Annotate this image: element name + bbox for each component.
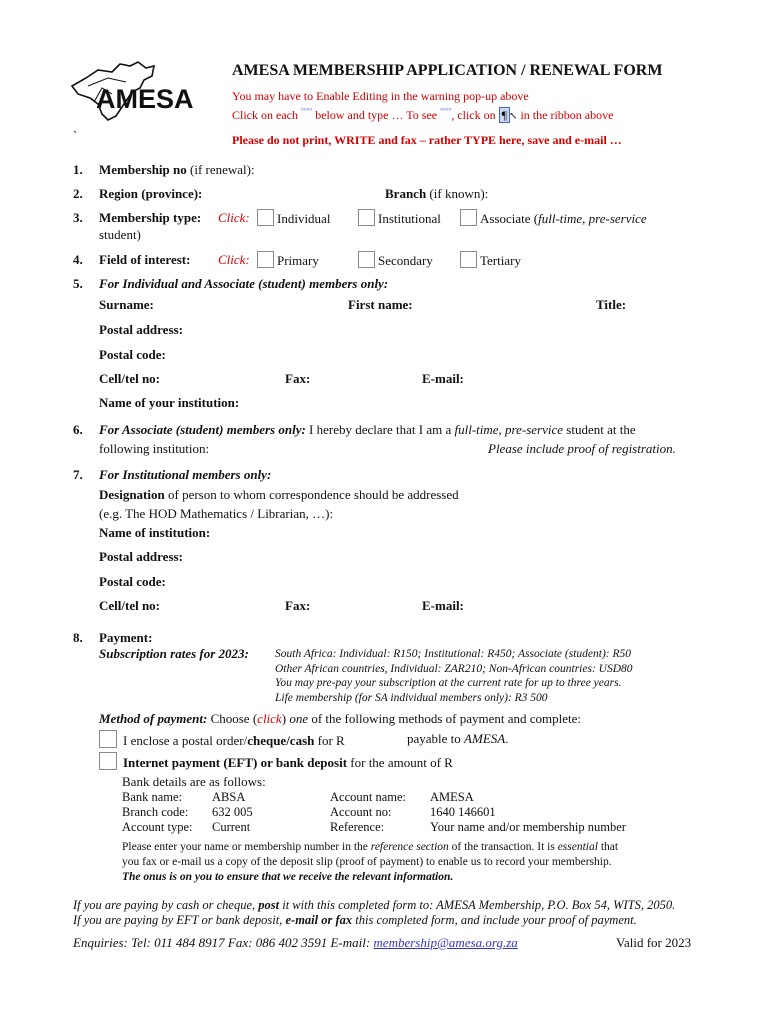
q7-heading: For Institutional members only: — [99, 467, 272, 482]
enquiries: Enquiries: Tel: 011 484 8917 Fax: 086 402 3591 E-mail: membership@amesa.org.za — [73, 935, 518, 950]
option-secondary[interactable]: Secondary — [358, 251, 433, 269]
inst-name-field[interactable]: Name of institution: — [99, 525, 211, 540]
q4-number: 4. — [73, 252, 83, 267]
valid-year: Valid for 2023 — [616, 935, 692, 950]
inst-email-field[interactable]: E-mail: — [422, 598, 464, 613]
q6-declaration: For Associate (student) members only: I hereby declare that I am a full-time, pre-service student at the — [99, 422, 636, 437]
primary-checkbox[interactable] — [257, 251, 274, 268]
q5-heading: For Individual and Associate (student) members only: — [99, 276, 389, 291]
rate-line: You may pre-pay your subscription at the current rate for up to three years. — [275, 677, 622, 689]
option-institutional[interactable]: Institutional — [358, 209, 441, 227]
rate-line: South Africa: Individual: R150; Institutional: R450; Associate (student): R50 — [275, 648, 632, 660]
footer-eft: If you are paying by EFT or bank deposit, e-mail or fax this completed form, and include your proof of payment. — [73, 913, 637, 927]
bank-row: Branch code: 632 005 Account no: 1640 146601 — [122, 805, 496, 819]
inst-fax-field[interactable]: Fax: — [285, 598, 311, 613]
institution-field[interactable]: Name of your institution: — [99, 395, 240, 410]
rates-label: Subscription rates for 2023: — [99, 646, 249, 661]
field-marker-icon: °°°° — [300, 107, 313, 115]
payment-option-eft[interactable]: Internet payment (EFT) or bank deposit for the amount of R — [99, 752, 453, 771]
form-title: AMESA MEMBERSHIP APPLICATION / RENEWAL FORM — [232, 62, 663, 79]
region-field[interactable]: Region (province): — [99, 186, 203, 201]
designation-field[interactable]: Designation of person to whom correspondence should be addressed — [99, 487, 459, 502]
enable-editing-note: You may have to Enable Editing in the warning pop-up above — [232, 89, 529, 103]
inst-postal-code-field[interactable]: Postal code: — [99, 574, 166, 589]
designation-example: (e.g. The HOD Mathematics / Librarian, …): — [99, 506, 334, 521]
q3-number: 3. — [73, 210, 83, 225]
field-of-interest-label: Field of interest: — [99, 252, 191, 267]
student-institution-field[interactable]: following institution: — [99, 441, 210, 456]
email-link[interactable]: membership@amesa.org.za — [373, 935, 518, 950]
branch-field[interactable]: Branch (if known): — [385, 186, 489, 201]
reference-note: Please enter your name or membership number in the reference section of the transaction. It is essential that you fax or e-mail us a copy of the deposit slip (proof of payment) to enable us to record your membership. The onus is on you to ensure that we receive the relevant information. — [122, 841, 619, 883]
postal-address-field[interactable]: Postal address: — [99, 322, 183, 337]
institutional-checkbox[interactable] — [358, 209, 375, 226]
bank-details-table — [122, 790, 682, 835]
q1-number: 1. — [73, 162, 83, 177]
individual-checkbox[interactable] — [257, 209, 274, 226]
type-here-warning: Please do not print, WRITE and fax – rather TYPE here, save and e-mail … — [232, 133, 622, 147]
payment-heading: Payment: — [99, 630, 153, 645]
tertiary-checkbox[interactable] — [460, 251, 477, 268]
postal-code-field[interactable]: Postal code: — [99, 347, 166, 362]
postal-order-checkbox[interactable] — [99, 730, 117, 748]
membership-type-label: Membership type: — [99, 210, 202, 225]
bank-intro: Bank details are as follows: — [122, 774, 266, 789]
rates-list — [275, 647, 633, 705]
rate-line: Other African countries, Individual: ZAR210; Non-African countries: USD80 — [275, 662, 633, 675]
fax-field[interactable]: Fax: — [285, 371, 311, 386]
option-primary[interactable]: Primary — [257, 251, 319, 269]
field-marker-icon: °°°° — [440, 107, 452, 115]
secondary-checkbox[interactable] — [358, 251, 375, 268]
method-of-payment: Method of payment: Choose (click) one of the following methods of payment and complete: — [99, 711, 582, 726]
membership-type-click: Click: — [218, 210, 250, 225]
option-associate[interactable]: Associate (full-time, pre-service — [460, 209, 647, 227]
q2-number: 2. — [73, 186, 83, 201]
amesa-logo — [68, 58, 213, 130]
proof-note: Please include proof of registration. — [488, 441, 676, 456]
payment-option-postal[interactable]: I enclose a postal order/cheque/cash for R — [99, 730, 345, 749]
first-name-field[interactable]: First name: — [348, 297, 413, 312]
associate-checkbox[interactable] — [460, 209, 477, 226]
option-individual[interactable]: Individual — [257, 209, 330, 227]
cell-field[interactable]: Cell/tel no: — [99, 371, 161, 386]
payable-to: payable to AMESA. — [407, 731, 509, 746]
field-of-interest-click: Click: — [218, 252, 250, 267]
q8-number: 8. — [73, 630, 83, 645]
instruction-line: Click on each °°°° below and type … To see °°°°, click on ¶ ↖ in the ribbon above — [232, 107, 614, 122]
surname-field[interactable]: Surname: — [99, 297, 154, 312]
option-tertiary[interactable]: Tertiary — [460, 251, 521, 269]
email-field[interactable]: E-mail: — [422, 371, 464, 386]
footer-cash: If you are paying by cash or cheque, post it with this completed form to: AMESA Membership, P.O. Box 54, WITS, 2050. — [73, 898, 676, 912]
associate-student-label: student) — [99, 227, 141, 242]
eft-checkbox[interactable] — [99, 752, 117, 770]
cursor-icon: ↖ — [509, 111, 518, 122]
inst-cell-field[interactable]: Cell/tel no: — [99, 598, 161, 613]
tick-mark: ` — [73, 128, 78, 143]
q5-number: 5. — [73, 276, 83, 291]
title-field[interactable]: Title: — [596, 297, 627, 312]
q6-number: 6. — [73, 422, 83, 437]
rate-line: Life membership (for SA individual members only): R3 500 — [275, 691, 548, 704]
logo-text: AMESA — [96, 84, 194, 114]
membership-no-field[interactable]: Membership no (if renewal): — [99, 162, 255, 177]
inst-postal-address-field[interactable]: Postal address: — [99, 549, 183, 564]
bank-row: Bank name: ABSA Account name: AMESA — [122, 790, 474, 804]
bank-row: Account type: Current Reference: Your name and/or membership number — [122, 820, 626, 834]
show-formatting-button[interactable]: ¶ — [499, 107, 510, 123]
q7-number: 7. — [73, 467, 83, 482]
